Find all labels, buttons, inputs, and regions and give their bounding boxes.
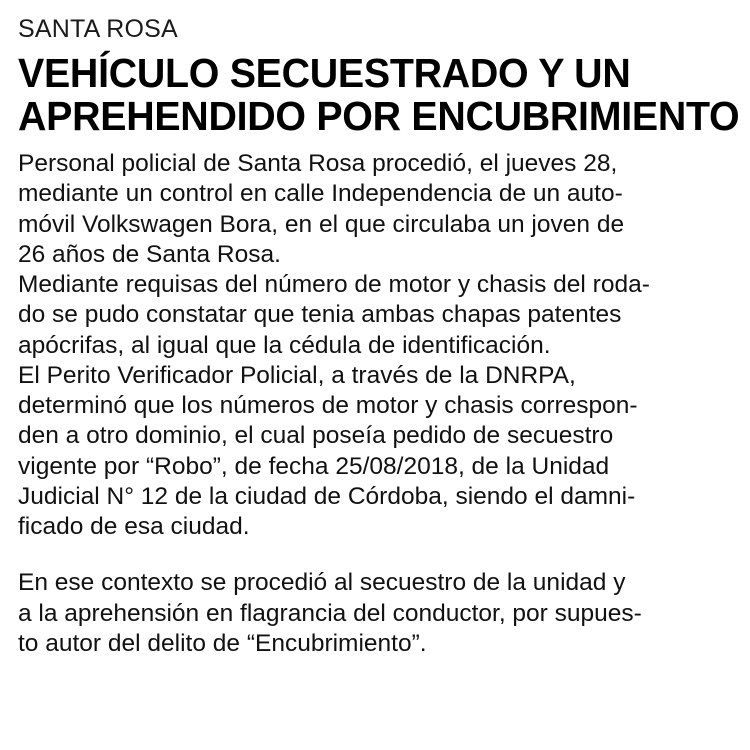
article-paragraph-3 [18,361,732,543]
paragraph-line: apócrifas, al igual que la cédula de identificación. [18,331,551,359]
paragraph-line: do se pudo constatar que tenia ambas chapas patentes [18,301,622,329]
paragraph-line: ficado de esa ciudad. [18,513,250,541]
headline-line-2: APREHENDIDO POR ENCUBRIMIENTO [18,93,740,140]
paragraph-line: mediante un control en calle Independencia de un auto- [18,180,623,208]
paragraph-line: determinó que los números de motor y chasis correspon- [18,392,638,420]
paragraph-line: a la aprehensión en flagrancia del conductor, por supues- [18,599,642,627]
paragraph-line: to autor del delito de “Encubrimiento”. [18,629,427,657]
paragraph-line: Judicial N° 12 de la ciudad de Córdoba, siendo el damni- [18,482,636,510]
article-kicker: SANTA ROSA [18,15,178,43]
paragraph-line: vigente por “Robo”, de fecha 25/08/2018, de la Unidad [18,452,610,480]
paragraph-line: El Perito Verificador Policial, a través de la DNRPA, [18,361,576,389]
article-paragraph-1 [18,149,732,270]
article-body [18,149,732,659]
article-paragraph-2 [18,270,732,361]
article-paragraph-4 [18,568,732,659]
paragraph-line: Personal policial de Santa Rosa procedió, el jueves 28, [18,150,618,178]
headline-line-1: VEHÍCULO SECUESTRADO Y UN [18,49,631,96]
paragraph-line: móvil Volkswagen Bora, en el que circulaba un joven de [18,210,625,238]
paragraph-line: En ese contexto se procedió al secuestro de la unidad y [18,569,626,597]
article-headline [18,49,740,140]
paragraph-line: Mediante requisas del número de motor y chasis del roda- [18,271,650,299]
paragraph-line: den a otro dominio, el cual poseía pedido de secuestro [18,422,614,450]
paragraph-line: 26 años de Santa Rosa. [18,240,281,268]
